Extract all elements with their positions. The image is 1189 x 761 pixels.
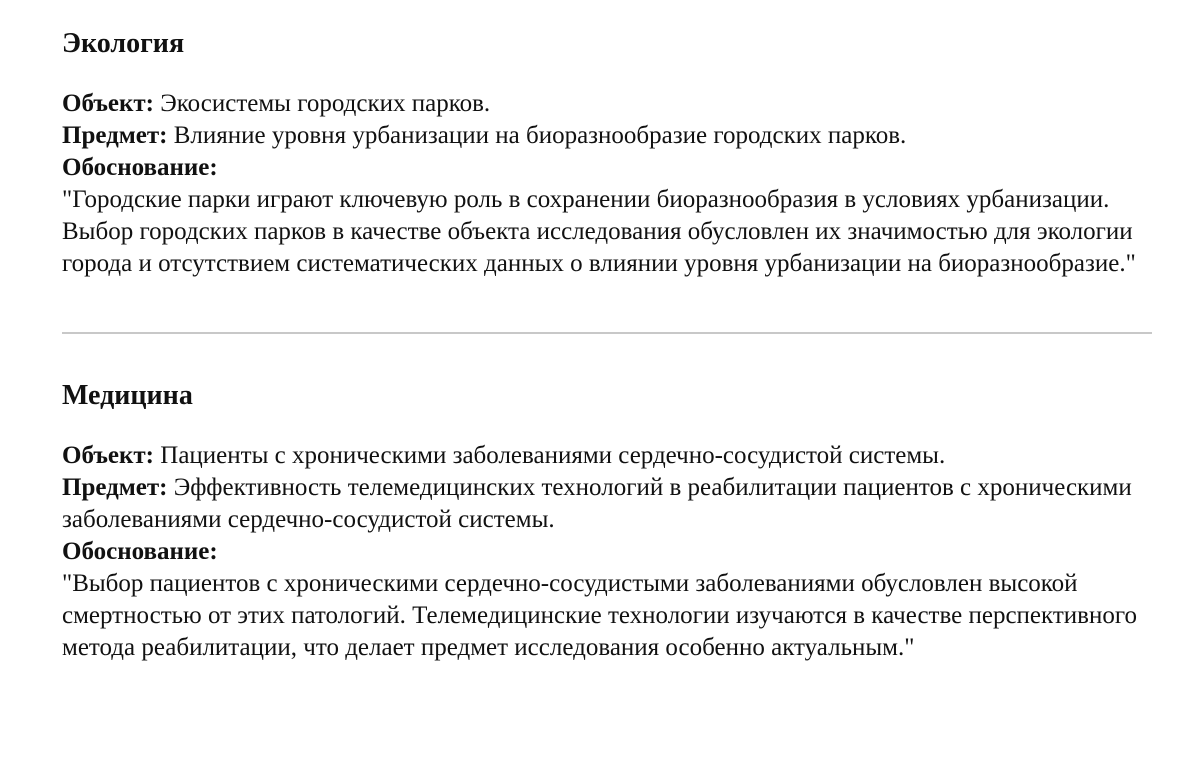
section-heading: Экология	[62, 28, 185, 59]
section-ecology	[62, 0, 1152, 280]
object-label: Объект:	[62, 442, 155, 469]
subject-label: Предмет:	[62, 122, 168, 149]
object-text: Экосистемы городских парков.	[154, 90, 491, 117]
section-content	[62, 88, 1152, 280]
rationale-text: "Городские парки играют ключевую роль в сохранении биоразнообразия в условиях урбанизации. Выбор городских парков в качестве объекта исследования обусловлен их значимостью для экологии города и отсутствием систематических данных о влиянии уровня урбанизации на биоразнообразие."	[62, 186, 1136, 277]
subject-label: Предмет:	[62, 474, 168, 501]
subject-text: Влияние уровня урбанизации на биоразнообразие городских парков.	[167, 122, 907, 149]
object-text: Пациенты с хроническими заболеваниями сердечно-сосудистой системы.	[154, 442, 946, 469]
section-divider	[62, 332, 1152, 334]
subject-line	[62, 472, 1152, 536]
section-heading: Медицина	[62, 380, 193, 411]
subject-line	[62, 120, 1152, 152]
rationale-text: "Выбор пациентов с хроническими сердечно-сосудистыми заболеваниями обусловлен высокой смертностью от этих патологий. Телемедицинские технологии изучаются в качестве перспективного метода реабилитации, что делает предмет исследования особенно актуальным."	[62, 570, 1137, 661]
section-content	[62, 440, 1152, 664]
subject-text: Эффективность телемедицинских технологий в реабилитации пациентов с хроническими заболеваниями сердечно-сосудистой системы.	[62, 474, 1132, 533]
rationale-label: Обоснование:	[62, 154, 218, 181]
object-line	[62, 440, 1152, 472]
object-label: Объект:	[62, 90, 155, 117]
object-line	[62, 88, 1152, 120]
rationale-label: Обоснование:	[62, 538, 218, 565]
section-medicine	[62, 380, 1152, 664]
